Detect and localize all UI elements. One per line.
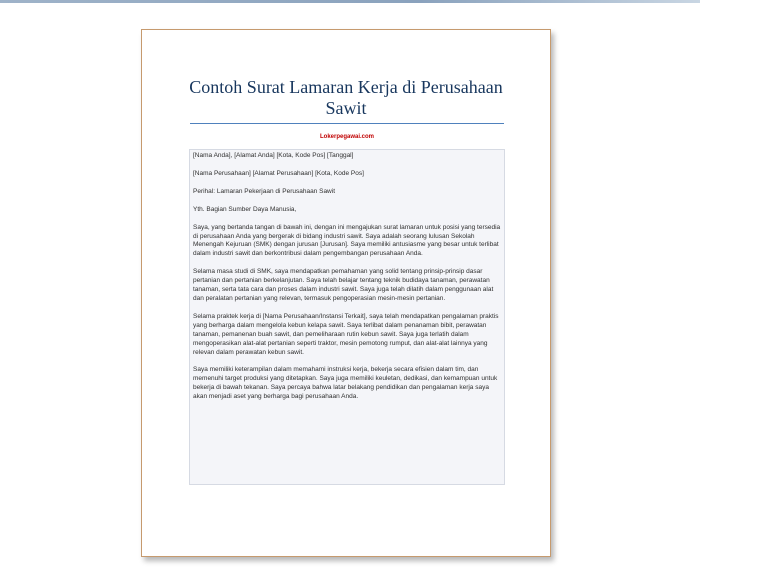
document-page [141, 29, 551, 557]
top-divider [0, 0, 700, 3]
subject-line: Perihal: Lamaran Pekerjaan di Perusahaan Sawit [193, 187, 336, 195]
body-paragraph-experience: Selama praktek kerja di [Nama Perusahaan/Instansi Terkait], saya telah mendapatkan pengalaman praktis yang berharga dalam mengelola kebun kelapa sawit. Saya terlibat dalam penanaman bibit, perawatan tanaman, pemanenan buah sawit, dan pemeliharaan rutin kebun sawit. Saya juga terlatih dalam mengoperasikan alat-alat pertanian seperti traktor, mesin pemotong rumput, dan alat-alat lainnya yang relevan dalam perawatan kebun sawit. [193, 312, 499, 356]
letter-body [189, 149, 505, 485]
body-paragraph-skills: Saya memiliki keterampilan dalam memahami instruksi kerja, bekerja secara efisien dalam tim, dan memenuhi target produksi yang ditetapkan. Saya juga memiliki keuletan, dedikasi, dan kemampuan untuk bekerja di bawah tekanan. Saya percaya bahwa latar belakang pendidikan dan pengalaman kerja saya akan menjadi aset yang berharga bagi perusahaan Anda. [193, 366, 498, 401]
body-paragraph-education: Selama masa studi di SMK, saya mendapatkan pemahaman yang solid tentang prinsip-prinsip dasar pertanian dan pertanian berkelanjutan. Saya telah belajar tentang teknik budidaya tanaman, perawatan tanaman, serta tata cara dan proses dalam industri sawit. Saya juga telah dilatih dalam penggunaan alat dan peralatan pertanian yang relevan, termasuk pengoperasian mesin-mesin pertanian. [193, 268, 494, 302]
sender-line: [Nama Anda], [Alamat Anda] [Kota, Kode Pos] [Tanggal] [193, 152, 354, 159]
site-watermark: Lokerpegawai.com [319, 134, 375, 140]
salutation: Yth. Bagian Sumber Daya Manusia, [193, 205, 297, 213]
recipient-line: [Nama Perusahaan] [Alamat Perusahaan] [Kota, Kode Pos] [193, 169, 364, 177]
body-paragraph-intro: Saya, yang bertanda tangan di bawah ini, dengan ini mengajukan surat lamaran untuk posisi yang tersedia di perusahaan Anda yang bergerak di bidang industri sawit. Saya adalah seorang lulusan Sekolah Menengah Kejuruan (SMK) dengan jurusan [Jurusan]. Saya memiliki antusiasme yang besar untuk terlibat dalam industri sawit dan berkontribusi dalam pengembangan perusahaan Anda. [193, 223, 501, 258]
title-underline [190, 123, 504, 124]
document-title: Contoh Surat Lamaran Kerja di Perusahaan Sawit [189, 77, 503, 118]
